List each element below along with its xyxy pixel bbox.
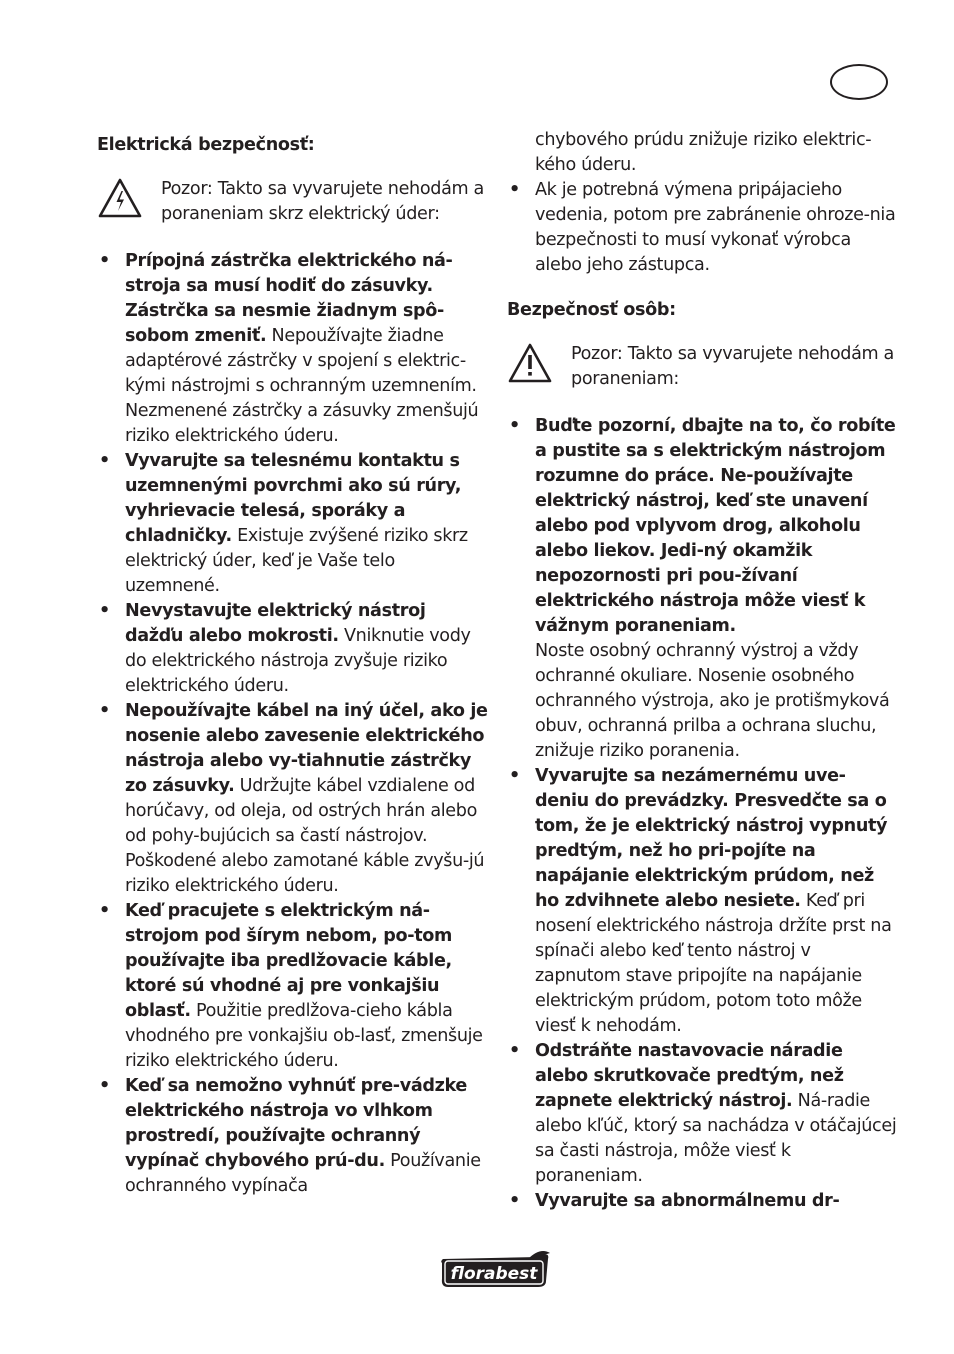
- language-badge: [830, 64, 888, 100]
- bullet-list: [97, 249, 489, 1199]
- continued-text: chybového prúdu znižuje riziko elektric-kého úderu.: [535, 130, 872, 175]
- electric-shock-warning-icon: [97, 177, 143, 219]
- section-heading-electrical-safety: Elektrická bezpečnosť:: [97, 135, 315, 155]
- left-column: [97, 128, 489, 1199]
- warning-note: [507, 342, 899, 394]
- list-item: • Vyvarujte sa telesnému kontaktu s uzemnenými povrchmi ako sú rúry, vyhrievacie telesá, sporáky a chladničky. Existuje zvýšené riziko skrz elektrický úder, keď je Vaše telo uzemnené.: [97, 449, 489, 599]
- bullet-list: [507, 178, 899, 278]
- right-column: [507, 128, 899, 1214]
- florabest-logo: [438, 1249, 552, 1291]
- list-item: • Odstráňte nastavovacie náradie alebo skrutkovače predtým, než zapnete elektrický nástroj. Ná-radie alebo kľúč, ktorý sa nachádza v otáčajúcej sa časti nástroja, môže viesť k poraneniam.: [507, 1039, 899, 1189]
- list-item: • Keď pracujete s elektrickým ná-strojom pod šírym nebom, po-tom používajte iba predlžovacie káble, ktoré sú vhodné aj pre vonkajšiu oblasť. Použitie predlžova-cieho kábla vhodného pre vonkajšiu ob-lasť, zmenšuje riziko elektrického úderu.: [97, 899, 489, 1074]
- list-item: • Vyvarujte sa abnormálnemu dr-: [507, 1189, 899, 1214]
- list-item: • Keď sa nemožno vyhnúť pre-vádzke elektrického nástroja vo vlhkom prostredí, používajte ochranný vypínač chybového prú-du. Používanie ochranného vypínača: [97, 1074, 489, 1199]
- list-item: • Nevystavujte elektrický nástroj dažďu alebo mokrosti. Vniknutie vody do elektrického nástroja zvyšuje riziko elektrického úderu.: [97, 599, 489, 699]
- warning-note: [97, 177, 489, 229]
- bullet-list: [507, 414, 899, 1214]
- section-heading-personal-safety: Bezpečnosť osôb:: [507, 300, 676, 320]
- list-item: • Prípojná zástrčka elektrického ná-stroja sa musí hodiť do zásuvky. Zástrčka sa nesmie žiadnym spô-sobom zmeniť. Nepoužívajte žiadne adaptérové zástrčky v spojení s elektric-kými nástrojmi s ochranným uzemnením. Nezmenené zástrčky a zásuvky zmenšujú riziko elektrického úderu.: [97, 249, 489, 449]
- list-item: • Ak je potrebná výmena pripájacieho vedenia, potom pre zabránenie ohroze-nia bezpečnosti to musí vykonať výrobca alebo jeho zástupca.: [507, 178, 899, 278]
- list-item: • Buďte pozorní, dbajte na to, čo robíte a pustite sa s elektrickým nástrojom rozumne do práce. Ne-používajte elektrický nástroj, keď ste unavení alebo pod vplyvom drog, alkoholu alebo liekov. Jedi-ný okamžik nepozornosti pri pou-žívaní elektrického nástroja môže viesť k vážnym poraneniam. Noste osobný ochranný výstroj a vždy ochranné okuliare. Nosenie osobného ochranného výstroja, ako je protišmyková obuv, ochranná prilba a ochrana sluchu, znižuje riziko poranenia.: [507, 414, 899, 764]
- warning-text: Pozor: Takto sa vyvarujete nehodám a poraneniam skrz elektrický úder:: [161, 179, 484, 224]
- list-item: • Nepoužívajte kábel na iný účel, ako je nosenie alebo zavesenie elektrického nástroja alebo vy-tiahnutie zástrčky zo zásuvky. Udržujte kábel vzdialene od horúčavy, od oleja, od ostrých hrán alebo od pohy-bujúcich sa častí nástrojov. Poškodené alebo zamotané káble zvyšu-jú riziko elektrického úderu.: [97, 699, 489, 899]
- logo-text: florabest: [450, 1264, 538, 1284]
- warning-text: Pozor: Takto sa vyvarujete nehodám a poraneniam:: [571, 344, 894, 389]
- list-item: • Vyvarujte sa nezámernému uve-deniu do prevádzky. Presvedčte sa o tom, že je elektrický nástroj vypnutý predtým, než ho pri-pojíte na napájanie elektrickým prúdom, než ho zdvihnete alebo nesiete. Keď pri nosení elektrického nástroja držíte prst na spínači alebo keď tento nástroj v zapnutom stave pripojíte na napájanie elektrickým prúdom, potom toto môže viesť k nehodám.: [507, 764, 899, 1039]
- general-warning-icon: [507, 342, 553, 384]
